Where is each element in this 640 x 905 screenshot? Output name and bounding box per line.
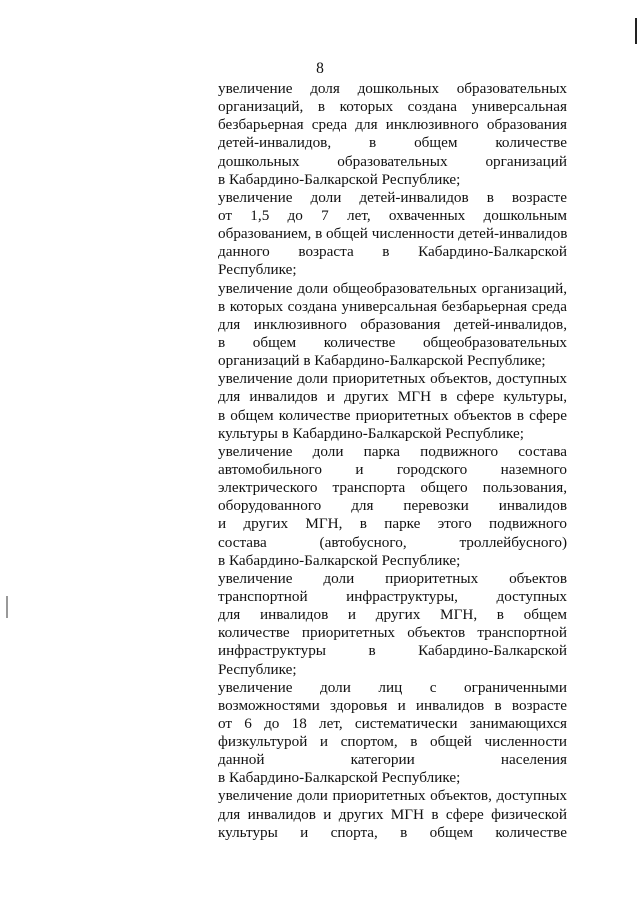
text-line: инфраструктуры в Кабардино-Балкарской xyxy=(218,642,567,660)
text-line: увеличение доля дошкольных образовательных xyxy=(218,80,567,97)
text-line: культуры в Кабардино-Балкарской Республике; xyxy=(218,424,524,442)
text-line: транспортной инфраструктуры, доступных xyxy=(218,587,567,605)
text-line: увеличение доли приоритетных объектов xyxy=(218,569,567,587)
text-line: автомобильного и городского наземного xyxy=(218,460,567,478)
text-line: увеличение доли приоритетных объектов, доступных xyxy=(218,787,567,805)
text-line: в которых создана универсальная безбарьерная среда xyxy=(218,297,567,315)
text-line: дошкольных образовательных организаций xyxy=(218,152,567,170)
text-line: от 1,5 до 7 лет, охваченных дошкольным xyxy=(218,206,567,224)
text-line: увеличение доли общеобразовательных организаций, xyxy=(218,279,567,297)
text-line: физкультурой и спортом, в общей численности xyxy=(218,733,567,751)
text-line: электрического транспорта общего пользования, xyxy=(218,479,567,497)
text-line: увеличение доли приоритетных объектов, доступных xyxy=(218,370,567,388)
text-line: образованием, в общей численности детей-инвалидов xyxy=(218,225,568,243)
text-line: в общем количестве приоритетных объектов в сфере xyxy=(218,406,567,424)
text-line: в Кабардино-Балкарской Республике; xyxy=(218,769,461,787)
text-line: для инклюзивного образования детей-инвалидов, xyxy=(218,315,567,333)
text-line: для инвалидов и других МГН в сфере культуры, xyxy=(218,388,567,406)
scan-margin-speck xyxy=(6,596,8,618)
text-line: данного возраста в Кабардино-Балкарской xyxy=(218,243,567,261)
body-text xyxy=(218,80,567,842)
text-line: культуры и спорта, в общем количестве xyxy=(218,823,567,841)
text-line: для инвалидов и других МГН, в общем xyxy=(218,606,567,624)
scan-edge-mark xyxy=(635,18,637,44)
text-line: увеличение доли лиц с ограниченными xyxy=(218,678,567,696)
text-line: для инвалидов и других МГН в сфере физической xyxy=(218,805,567,823)
text-line: Республике; xyxy=(218,261,297,279)
text-line: безбарьерная среда для инклюзивного образования xyxy=(218,116,567,134)
text-line: оборудованного для перевозки инвалидов xyxy=(218,497,567,515)
text-line: детей-инвалидов, в общем количестве xyxy=(218,134,567,152)
text-line: количестве приоритетных объектов транспортной xyxy=(218,624,567,642)
text-line: Республике; xyxy=(218,660,297,678)
text-line: организаций, в которых создана универсальная xyxy=(218,98,567,116)
text-line: в Кабардино-Балкарской Республике; xyxy=(218,551,461,569)
text-line: от 6 до 18 лет, систематически занимающихся xyxy=(218,714,567,732)
text-line: в Кабардино-Балкарской Республике; xyxy=(218,170,461,188)
text-line: данной категории населения xyxy=(218,751,567,769)
text-line: состава (автобусного, троллейбусного) xyxy=(218,533,567,551)
text-line: возможностями здоровья и инвалидов в возрасте xyxy=(218,696,567,714)
text-line: увеличение доли парка подвижного состава xyxy=(218,442,567,460)
text-line: организаций в Кабардино-Балкарской Республике; xyxy=(218,352,546,370)
text-line: увеличение доли детей-инвалидов в возрасте xyxy=(218,188,567,206)
page-number: 8 xyxy=(316,60,324,77)
text-line: в общем количестве общеобразовательных xyxy=(218,333,567,351)
text-line: и других МГН, в парке этого подвижного xyxy=(218,515,567,533)
